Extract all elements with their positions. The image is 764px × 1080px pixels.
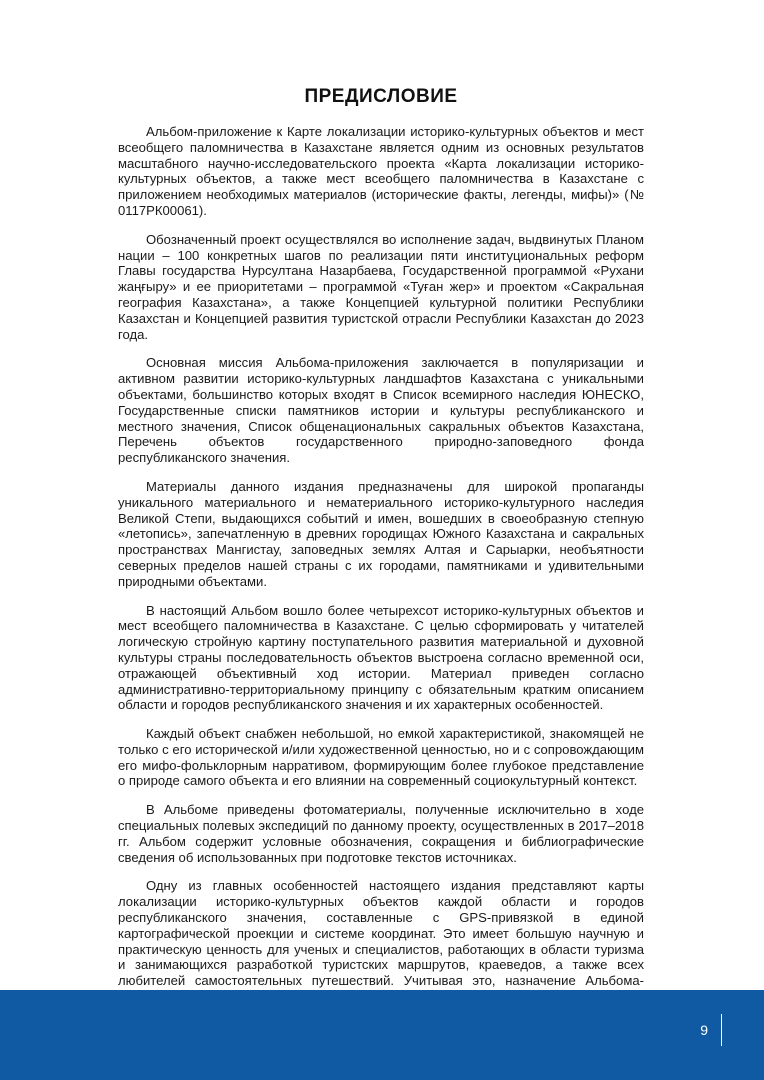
page-number-divider: [721, 1014, 723, 1046]
page-number: 9: [700, 1022, 708, 1038]
page-title: ПРЕДИСЛОВИЕ: [304, 86, 458, 107]
paragraph-2: Обозначенный проект осуществлялся во исполнение задач, выдвинутых Планом нации – 100 конкретных шагов по реализации пяти институциональных реформ Главы государства Нурсултана Назарбаева, Государственной программой «Рухани жаңғыру» и ее приоритетами – программой «Туған жер» и проектом «Сакральная география Казахстана», а также Концепцией культурной политики Республики Казахстан и Концепцией развития туристской отрасли Республики Казахстан до 2023 года.: [118, 231, 644, 342]
paragraph-7: В Альбоме приведены фотоматериалы, полученные исключительно в ходе специальных полевых экспедиций по данному проекту, осуществленных в 2017–2018 гг. Альбом содержит условные обозначения, сокращения и библиографические сведения об использованных при подготовке текстов источниках.: [118, 802, 644, 865]
paragraph-8: Одну из главных особенностей настоящего издания представляют карты локализации историко-культурных объектов каждой области и городов республиканского значения, составленные с GPS-привязкой в единой картографической проекции и системе координат. Это имеет большую научную и практическую ценность для ученых и специалистов, работающих в области туризма и занимающихся разработкой туристских маршрутов, краеведов, а также всех любителей самостоятельных путешествий. Учитывая это, назначение Альбома-: [118, 878, 644, 989]
footer-bar: [0, 990, 764, 1080]
paragraph-1: Альбом-приложение к Карте локализации историко-культурных объектов и мест всеобщего паломничества в Казахстане является одним из основных результатов масштабного научно-исследовательского проекта «Карта локализации историко-культурных объектов, а также мест всеобщего паломничества в Казахстане с приложением необходимых материалов (исторические факты, легенды, мифы)» (№ 0117РК00061).: [118, 124, 644, 218]
paragraph-5: В настоящий Альбом вошло более четырехсот историко-культурных объектов и мест всеобщего паломничества в Казахстане. С целью сформировать у читателей логическую стройную картину поступательного развития материальной и духовной культуры страны последовательность объектов выстроена согласно временной оси, отражающей объективный ход истории. Материал приведен согласно административно-территориальному принципу с обязательным кратким описанием области и городов республиканского значения и их характерных особенностей.: [118, 602, 644, 713]
paragraph-4: Материалы данного издания предназначены для широкой пропаганды уникального материального и нематериального историко-культурного наследия Великой Степи, выдающихся событий и имен, вошедших в своеобразную степную «летопись», запечатленную в древних городищах Южного Казахстана и сакральных пространствах Мангистау, заповедных землях Алтая и Сарыарки, необъятности северных пределов нашей страны с их городами, памятниками и удивительными природными объектами.: [118, 478, 644, 589]
page-content: [118, 86, 644, 1034]
paragraph-3: Основная миссия Альбома-приложения заключается в популяризации и активном развитии историко-культурных ландшафтов Казахстана с уникальными объектами, большинство которых входят в Список всемирного наследия ЮНЕСКО, Государственные списки памятников истории и культуры республиканского и местного значения, Список общенациональных сакральных объектов Казахстана, Перечень объектов государственного природно-заповедного фонда республиканского значения.: [118, 355, 644, 466]
paragraph-6: Каждый объект снабжен небольшой, но емкой характеристикой, знакомящей не только с его исторической и/или художественной ценностью, но и с сопровождающим его мифо-фольклорным нарративом, формирующим более глубокое представление о природе самого объекта и его влиянии на современный социокультурный контекст.: [118, 726, 644, 789]
